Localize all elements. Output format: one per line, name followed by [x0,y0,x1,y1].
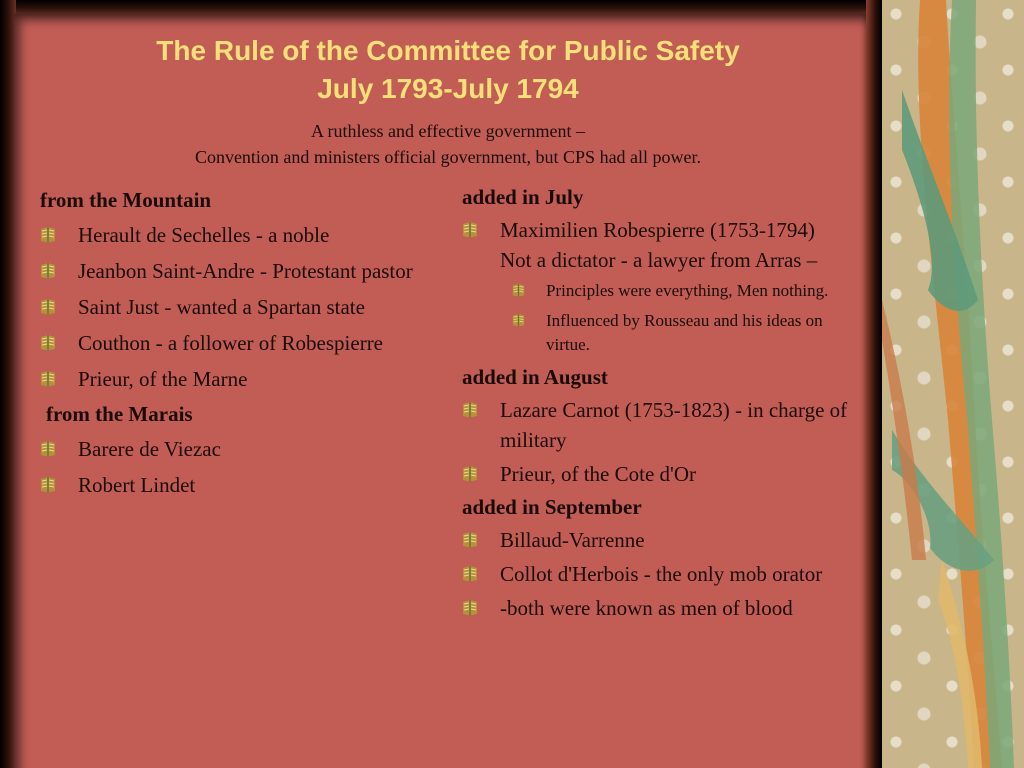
item-text: Saint Just - wanted a Spartan state [78,295,365,319]
book-bullet-icon [40,226,56,243]
list-item [462,395,852,455]
heading-september: added in September [462,495,642,519]
title-line-2: July 1793-July 1794 [317,73,579,104]
book-bullet-icon [40,298,56,315]
item-text: Prieur, of the Cote d'Or [500,462,696,486]
august-list [462,395,852,489]
item-text: -both were known as men of blood [500,596,793,620]
item-text: Influenced by Rousseau and his ideas on virtue. [546,311,823,354]
item-text: Prieur, of the Marne [78,367,248,391]
september-list [462,525,852,623]
book-bullet-icon [512,283,525,297]
marais-list [40,434,430,500]
item-text: Barere de Viezac [78,437,221,461]
list-item [40,470,430,500]
item-text: Jeanbon Saint-Andre - Protestant pastor [78,259,413,283]
book-bullet-icon [462,221,478,238]
decorative-ribbons-icon [882,0,1024,768]
book-bullet-icon [462,531,478,548]
book-bullet-icon [462,465,478,482]
list-item [462,525,852,555]
book-bullet-icon [40,476,56,493]
list-item [40,364,430,394]
item-text: Billaud-Varrenne [500,528,645,552]
sub-list-item [462,309,852,357]
item-text: Herault de Sechelles - a noble [78,223,330,247]
item-text: Not a dictator - a lawyer from Arras – [500,248,818,272]
decorative-strip [882,0,1024,768]
heading-august: added in August [462,365,608,389]
list-item [40,434,430,464]
list-item [40,256,430,286]
list-item [462,593,852,623]
list-item [462,215,852,275]
book-bullet-icon [512,313,525,327]
book-bullet-icon [40,440,56,457]
mountain-list [40,220,430,394]
subtitle-line-2: Convention and ministers official government, but CPS had all power. [194,147,702,167]
sub-list-item [462,279,852,303]
book-bullet-icon [462,599,478,616]
heading-mountain: from the Mountain [40,188,212,212]
heading-july: added in July [462,185,584,209]
item-text: Maximilien Robespierre (1753-1794) [500,218,815,242]
book-bullet-icon [462,401,478,418]
slide-subtitle [30,118,866,170]
list-item [40,220,430,250]
list-item [40,328,430,358]
title-line-1: The Rule of the Committee for Public Safety [156,35,740,66]
list-item [40,292,430,322]
book-bullet-icon [40,334,56,351]
heading-marais: from the Marais [46,402,193,426]
item-text: Couthon - a follower of Robespierre [78,331,384,355]
book-bullet-icon [462,565,478,582]
slide-title [30,32,866,108]
item-text: Collot d'Herbois - the only mob orator [500,562,823,586]
book-bullet-icon [40,262,56,279]
right-column [462,183,852,627]
item-text: Lazare Carnot (1753-1823) - in charge of military [500,398,848,452]
list-item [462,559,852,589]
frame-right [866,0,882,768]
list-item [462,459,852,489]
subtitle-line-1: A ruthless and effective government – [310,121,586,141]
item-text: Principles were everything, Men nothing. [546,281,829,300]
item-text: Robert Lindet [78,473,196,497]
left-column [40,186,430,506]
book-bullet-icon [40,370,56,387]
july-list [462,215,852,357]
